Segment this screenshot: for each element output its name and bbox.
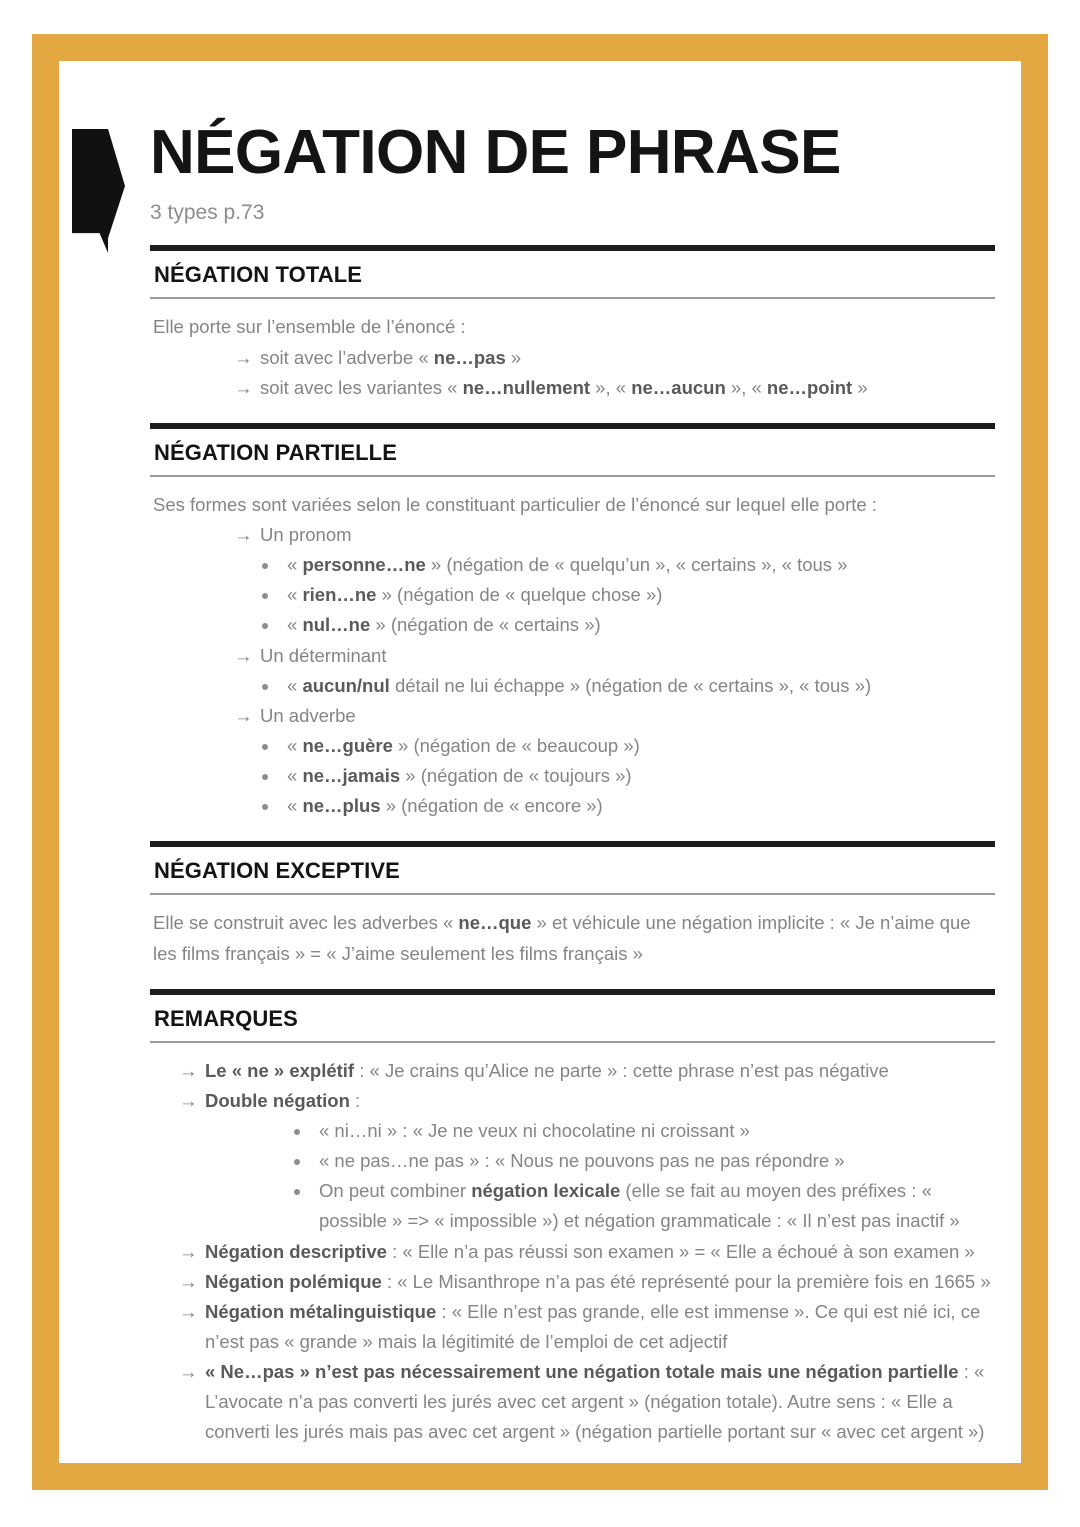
section-body-negation-exceptive xyxy=(150,895,995,968)
list-item: → Négation polémique : « Le Misanthrope n’a pas été représenté pour la première fois en 1665 » xyxy=(179,1267,995,1297)
partielle-bullets-adverbe xyxy=(256,731,995,821)
section-negation-partielle xyxy=(150,423,995,822)
page-inner xyxy=(59,61,1021,1463)
list-item: → soit avec les variantes « ne…nullement », « ne…aucun », « ne…point » xyxy=(234,373,995,403)
list-item: → Double négation : xyxy=(179,1086,995,1116)
list-item: « personne…ne » (négation de « quelqu’un », « certains », « tous » xyxy=(256,550,995,580)
list-item: → Un pronom xyxy=(234,520,995,550)
list-item: « ne…plus » (négation de « encore ») xyxy=(256,791,995,821)
document-content xyxy=(150,118,995,1448)
page-title: NÉGATION DE PHRASE xyxy=(150,118,841,187)
list-item: → Négation descriptive : « Elle n’a pas réussi son examen » = « Elle a échoué à son examen » xyxy=(179,1237,995,1267)
remarques-arrow-1 xyxy=(179,1056,995,1116)
arrow-flag-icon xyxy=(72,129,125,253)
section-body-negation-totale xyxy=(150,299,995,402)
totale-arrow-list xyxy=(234,343,995,403)
section-body-negation-partielle xyxy=(150,477,995,822)
page-frame xyxy=(32,34,1048,1490)
partielle-bullets-pronom xyxy=(256,550,995,640)
list-item: → Un déterminant xyxy=(234,641,995,671)
section-body-remarques xyxy=(150,1043,995,1448)
remarques-arrow-2 xyxy=(179,1237,995,1448)
page-subtitle: 3 types p.73 xyxy=(150,201,265,225)
document-header xyxy=(150,118,995,225)
list-item: → soit avec l’adverbe « ne…pas » xyxy=(234,343,995,373)
exceptive-paragraph: Elle se construit avec les adverbes « ne…que » et véhicule une négation implicite : « Je n’aime que les films français » = « J’aime seulement les films français » xyxy=(153,912,971,964)
section-negation-totale xyxy=(150,245,995,402)
section-negation-exceptive xyxy=(150,841,995,968)
section-remarques xyxy=(150,989,995,1448)
list-item: → Négation métalinguistique : « Elle n’est pas grande, elle est immense ». Ce qui est nié ici, ce n’est pas « grande » mais la légitimité de l’emploi de cet adjectif xyxy=(179,1297,995,1357)
list-item: « ne pas…ne pas » : « Nous ne pouvons pas ne pas répondre » xyxy=(288,1146,995,1176)
section-title-negation-partielle: NÉGATION PARTIELLE xyxy=(154,439,397,465)
section-title-negation-exceptive: NÉGATION EXCEPTIVE xyxy=(154,858,400,884)
list-item: « ni…ni » : « Je ne veux ni chocolatine ni croissant » xyxy=(288,1116,995,1146)
section-title-remarques: REMARQUES xyxy=(154,1005,298,1031)
section-intro: Ses formes sont variées selon le constituant particulier de l’énoncé sur lequel elle porte : xyxy=(153,493,877,515)
section-title-negation-totale: NÉGATION TOTALE xyxy=(154,262,363,288)
list-item: « ne…guère » (négation de « beaucoup ») xyxy=(256,731,995,761)
list-item: → Un adverbe xyxy=(234,701,995,731)
partielle-bullets-determinant xyxy=(256,671,995,701)
list-item: → « Ne…pas » n’est pas nécessairement une négation totale mais une négation partielle : « L’avocate n’a pas converti les jurés avec cet argent » (négation totale). Autre sens : « Elle a converti les jurés mais pas avec cet argent » (négation partielle portant sur « avec cet argent ») xyxy=(179,1357,995,1447)
section-intro: Elle porte sur l’ensemble de l’énoncé : xyxy=(153,316,466,338)
list-item: → Le « ne » explétif : « Je crains qu’Alice ne parte » : cette phrase n’est pas négative xyxy=(179,1056,995,1086)
partielle-group-adverbe xyxy=(234,701,995,731)
partielle-group-determinant xyxy=(234,641,995,671)
partielle-group-pronom xyxy=(234,520,995,550)
list-item: « aucun/nul détail ne lui échappe » (négation de « certains », « tous ») xyxy=(256,671,995,701)
list-item: « rien…ne » (négation de « quelque chose ») xyxy=(256,580,995,610)
list-item: « ne…jamais » (négation de « toujours ») xyxy=(256,761,995,791)
list-item: « nul…ne » (négation de « certains ») xyxy=(256,610,995,640)
remarques-disc-list xyxy=(288,1116,995,1237)
list-item: On peut combiner négation lexicale (elle se fait au moyen des préfixes : « possible » => « impossible ») et négation grammaticale : « Il n’est pas inactif » xyxy=(288,1176,995,1236)
